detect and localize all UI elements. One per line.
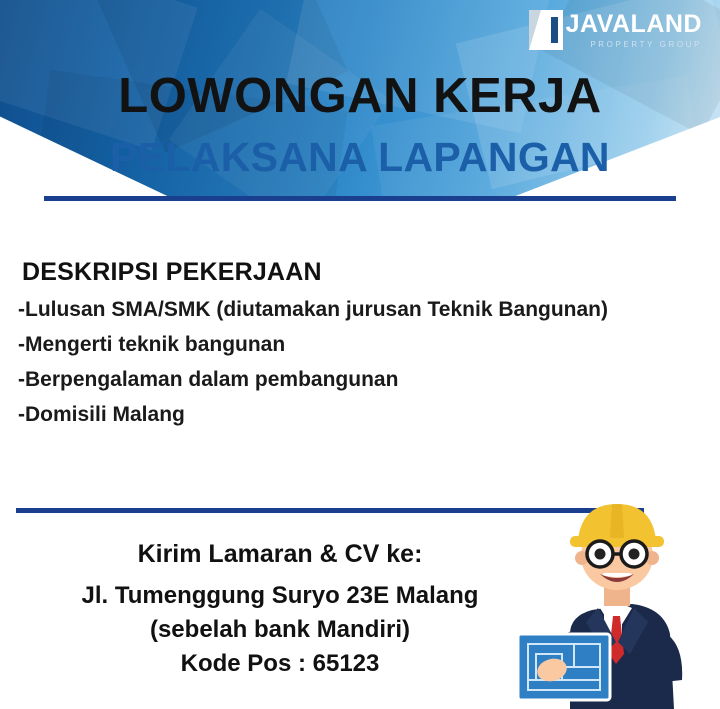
list-item: -Berpengalaman dalam pembangunan: [18, 368, 399, 391]
door-logo-icon: [529, 10, 563, 50]
logo-text-group: [566, 12, 702, 49]
address-line-2: (sebelah bank Mandiri): [149, 616, 411, 643]
list-item: -Mengerti teknik bangunan: [18, 333, 286, 356]
address-line-1: Jl. Tumenggung Suryo 23E Malang: [81, 582, 479, 609]
logo-tagline: PROPERTY GROUP: [590, 40, 702, 49]
requirements-list: [18, 298, 708, 438]
company-logo: [529, 8, 702, 50]
list-item: -Domisili Malang: [18, 403, 185, 426]
contact-heading: Kirim Lamaran & CV ke:: [137, 540, 423, 568]
address-line-3: Kode Pos : 65123: [180, 650, 380, 677]
list-item: -Lulusan SMA/SMK (diutamakan jurusan Teknik Bangunan): [18, 298, 608, 321]
page-subtitle: PELAKSANA LAPANGAN: [110, 134, 610, 180]
section-heading: DESKRIPSI PEKERJAAN: [22, 258, 322, 286]
page-title: LOWONGAN KERJA: [118, 69, 602, 123]
logo-company-name: JAVALAND: [565, 10, 702, 38]
divider-top: [44, 196, 676, 201]
construction-worker-illustration: [512, 484, 712, 709]
description-section: [0, 206, 720, 496]
